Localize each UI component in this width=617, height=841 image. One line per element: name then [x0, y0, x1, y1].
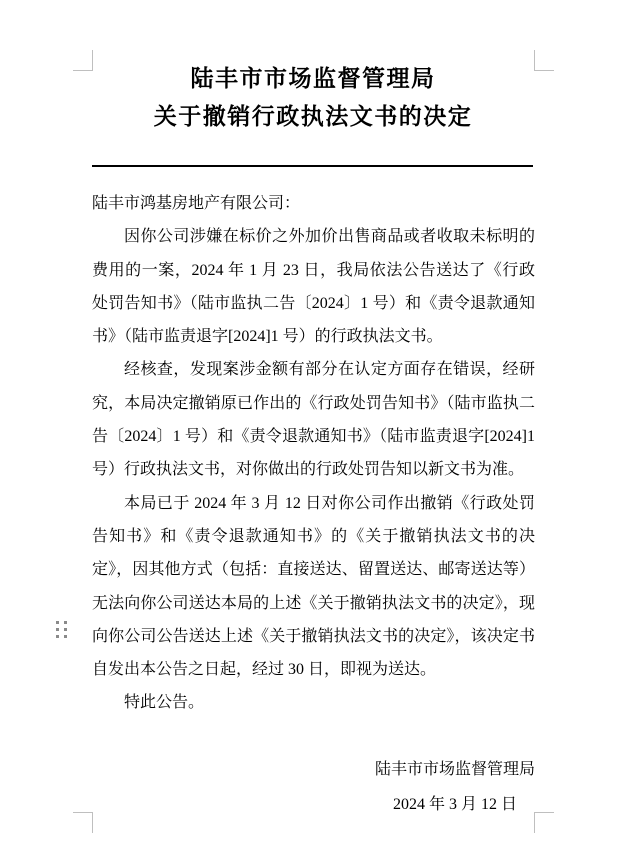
document-title-line-1: 陆丰市市场监督管理局	[190, 66, 436, 91]
paragraph-3: 本局已于 2024 年 3 月 12 日对你公司作出撤销《行政处罚告知书》和《责令退款通知书》的《关于撤销执法文书的决定》，因其他方式（包括：直接送达、留置送达、邮寄送达等）无法向你公司送达本局的上述《关于撤销执法文书的决定》，现向你公司公告送达上述《关于撤销执法文书的决定》，该决定书自发出本公告之日起，经过 30 日，即视为送达。	[92, 494, 535, 679]
paragraph-2: 经核查，发现案涉金额有部分在认定方面存在错误，经研究，本局决定撤销原已作出的《行政处罚告知书》（陆市监执二告〔2024〕1 号）和《责令退款通知书》（陆市监责退字[2024]1 号）行政执法文书，对你做出的行政处罚告知以新文书为准。	[92, 361, 535, 479]
document-body	[92, 187, 535, 720]
document-title-line-2: 关于撤销行政执法文书的决定	[153, 104, 473, 129]
title-divider	[92, 165, 533, 167]
salutation: 陆丰市鸿基房地产有限公司：	[92, 195, 301, 212]
paragraph-1: 因你公司涉嫌在标价之外加价出售商品或者收取未标明的费用的一案，2024 年 1 月 23 日，我局依法公告送达了《行政处罚告知书》（陆市监执二告〔2024〕1 号）和《责令退款通知书》（陆市监责退字[2024]1 号）的行政执法文书。	[92, 228, 535, 346]
six-dot-marker-icon	[56, 621, 67, 638]
document-title	[87, 60, 539, 136]
issuer-signature: 陆丰市市场监督管理局	[374, 761, 535, 778]
crop-mark-bottom-left-icon	[73, 812, 93, 833]
issue-date: 2024 年 3 月 12 日	[392, 796, 517, 813]
crop-mark-bottom-right-icon	[534, 812, 554, 833]
paragraph-closing: 特此公告。	[124, 694, 205, 712]
